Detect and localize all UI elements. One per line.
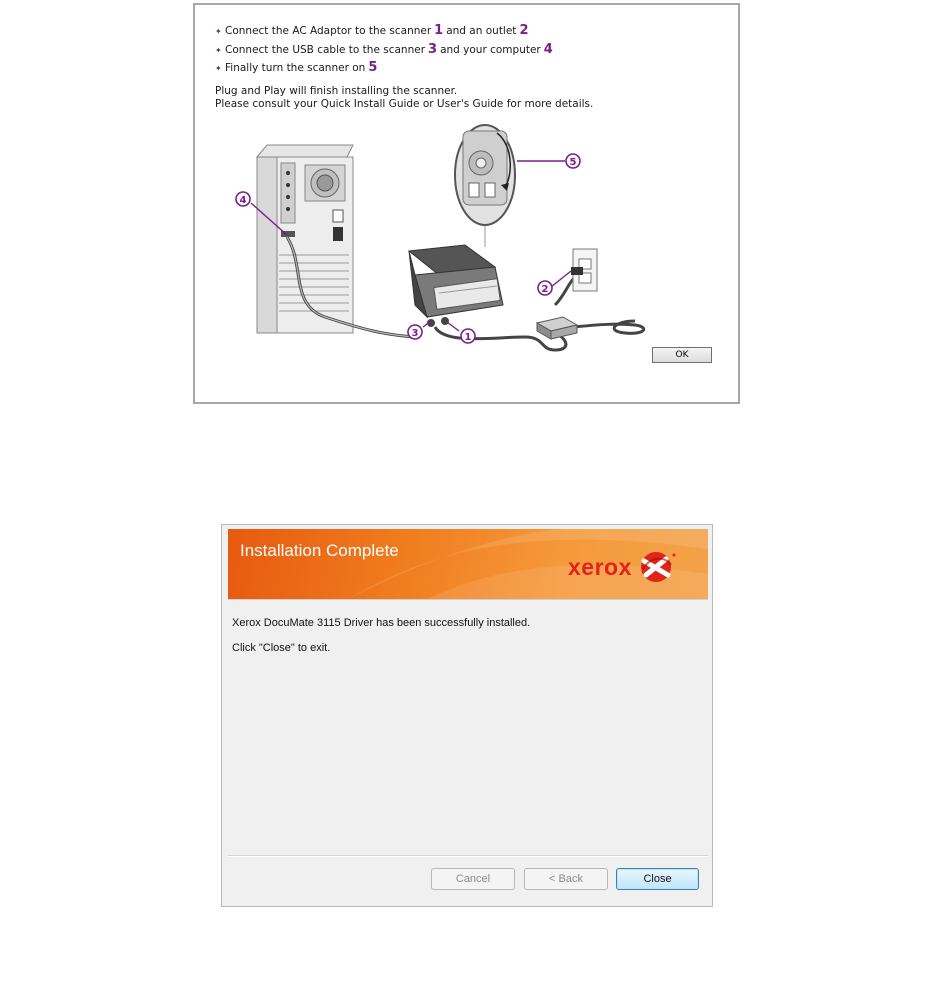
note-line: Please consult your Quick Install Guide or User's Guide for more details.: [215, 98, 594, 110]
cancel-button[interactable]: Cancel: [431, 868, 515, 890]
logo-wordmark: xerox: [568, 553, 632, 580]
callout-label: 5: [569, 157, 577, 168]
step-text: and your computer: [440, 43, 541, 56]
xerox-ball-icon: [638, 549, 678, 585]
note-line: Plug and Play will finish installing the scanner.: [215, 85, 458, 97]
close-button[interactable]: Close: [616, 868, 699, 890]
setup-instructions-dialog: [193, 3, 740, 404]
callout-label: 2: [541, 284, 549, 295]
installation-complete-dialog: [221, 524, 713, 907]
step-text: Finally turn the scanner on: [225, 62, 366, 74]
success-message: Xerox DocuMate 3115 Driver has been successfully installed.: [232, 617, 531, 629]
ok-button[interactable]: OK: [652, 347, 712, 363]
back-button[interactable]: < Back: [524, 868, 608, 890]
scanner-connection-illustration: [195, 5, 738, 402]
step-text: Connect the USB cable to the scanner: [225, 43, 426, 56]
step-number: 4: [543, 41, 553, 57]
banner-divider: [228, 599, 708, 600]
bullet-icon: ✦: [215, 64, 222, 73]
dialog-title: Installation Complete: [240, 541, 399, 560]
callout-label: 1: [464, 332, 472, 343]
step-number: 5: [368, 60, 378, 75]
power-switch-zoom-icon: [455, 125, 515, 225]
step-number: 3: [428, 41, 438, 57]
step-number: 2: [519, 23, 529, 38]
footer-divider-highlight: [228, 856, 708, 857]
bullet-icon: ✦: [215, 27, 222, 36]
callout-label: 4: [239, 195, 247, 206]
scanner-icon: [409, 245, 503, 327]
step-text: Connect the AC Adaptor to the scanner: [225, 25, 432, 37]
callout-label: 3: [411, 328, 419, 339]
computer-tower-icon: [257, 145, 353, 333]
step-text: and an outlet: [446, 25, 517, 37]
header-banner: [228, 529, 708, 599]
exit-instruction: Click "Close" to exit.: [232, 642, 331, 654]
bullet-icon: ✦: [215, 45, 222, 55]
step-number: 1: [434, 23, 444, 38]
xerox-logo: [568, 549, 678, 585]
dialog-content: [228, 529, 708, 903]
